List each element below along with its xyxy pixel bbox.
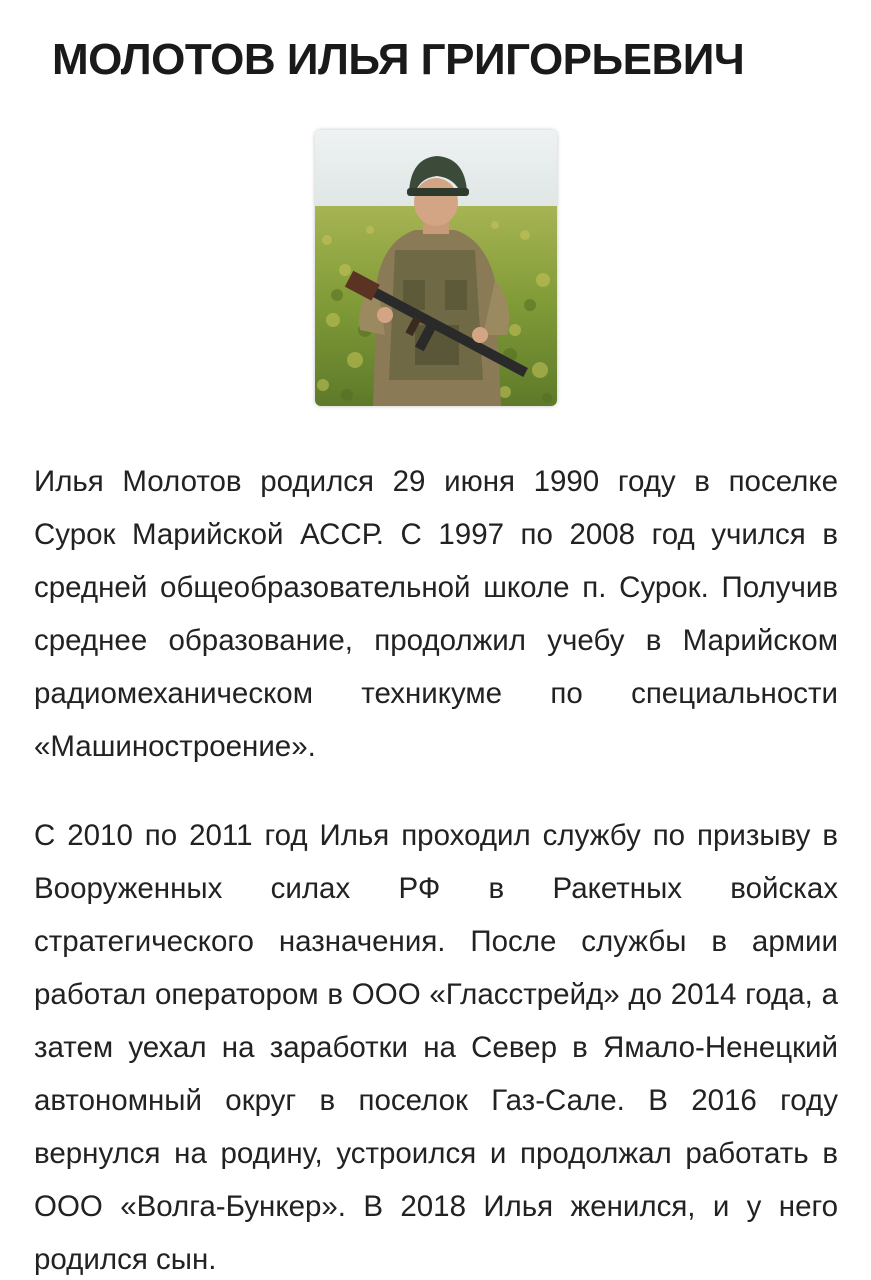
paragraph-biography-service: С 2010 по 2011 год Илья проходил службу по призыву в Вооруженных силах РФ в Ракетных войсках стратегического назначения. После службы в армии работал оператором в ООО «Гласстрейд» до 2014 года, а затем уехал на заработки на Север в Ямало-Ненецкий автономный округ в поселок Газ-Сале. В 2016 году вернулся на родину, устроился и продолжал работать в ООО «Волга-Бункер». В 2018 Илья женился, и у него родился сын. (34, 819, 838, 1276)
paragraph-biography-early: Илья Молотов родился 29 июня 1990 году в поселке Сурок Марийской АССР. С 1997 по 2008 год учился в средней общеобразовательной школе п. Сурок. Получив среднее образование, продолжил учебу в Марийском радиомеханическом техникуме по специальности «Машиностроение». (34, 465, 838, 763)
portrait-photo (315, 130, 557, 406)
article-body (34, 455, 838, 1280)
page-title: МОЛОТОВ ИЛЬЯ ГРИГОРЬЕВИЧ (52, 35, 745, 84)
